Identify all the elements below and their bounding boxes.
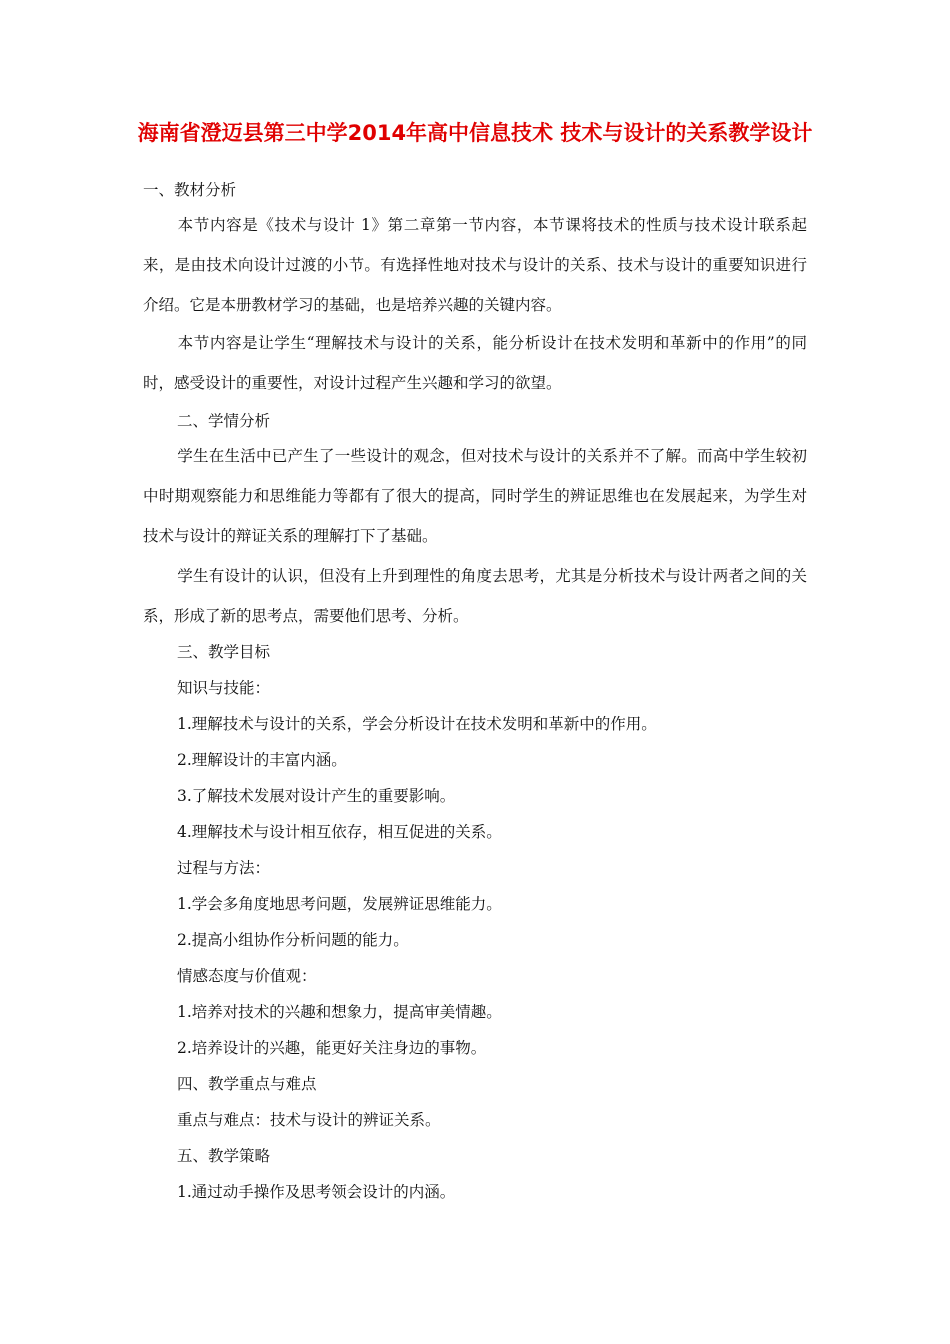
paragraph-2: 本节内容是让学生“理解技术与设计的关系，能分析设计在技术发明和革新中的作用”的同时，感受设计的重要性，对设计过程产生兴趣和学习的欲望。	[143, 334, 807, 392]
list-item: 2.提高小组协作分析问题的能力。	[177, 931, 409, 949]
list-item: 2.理解设计的丰富内涵。	[177, 751, 347, 769]
subheading-knowledge: 知识与技能：	[177, 679, 271, 697]
subheading-process: 过程与方法：	[177, 859, 271, 877]
paragraph-1: 本节内容是《技术与设计 1》第二章第一节内容，本节课将技术的性质与技术设计联系起来，是由技术向设计过渡的小节。有选择性地对技术与设计的关系、技术与设计的重要知识进行介绍。它是本册教材学习的基础，也是培养兴趣的关键内容。	[143, 216, 807, 314]
section-heading-5: 五、教学策略	[177, 1147, 271, 1165]
list-item: 1.学会多角度地思考问题，发展辨证思维能力。	[177, 895, 502, 913]
paragraph-3: 学生在生活中已产生了一些设计的观念，但对技术与设计的关系并不了解。而高中学生较初中时期观察能力和思维能力等都有了很大的提高，同时学生的辨证思维也在发展起来，为学生对技术与设计的辩证关系的理解打下了基础。	[143, 447, 807, 545]
list-item: 2.培养设计的兴趣，能更好关注身边的事物。	[177, 1039, 487, 1057]
section-heading-4: 四、教学重点与难点	[177, 1075, 317, 1093]
section-heading-3: 三、教学目标	[177, 643, 271, 661]
document-title: 海南省澄迈县第三中学2014年高中信息技术 技术与设计的关系教学设计	[137, 121, 813, 145]
subheading-emotion: 情感态度与价值观：	[177, 967, 317, 985]
list-item: 1.理解技术与设计的关系，学会分析设计在技术发明和革新中的作用。	[177, 715, 657, 733]
paragraph-4: 学生有设计的认识，但没有上升到理性的角度去思考，尤其是分析技术与设计两者之间的关系，形成了新的思考点，需要他们思考、分析。	[143, 567, 807, 625]
list-item: 1.通过动手操作及思考领会设计的内涵。	[177, 1183, 456, 1201]
list-item: 3.了解技术发展对设计产生的重要影响。	[177, 787, 456, 805]
section-heading-2: 二、学情分析	[177, 412, 271, 430]
list-item: 4.理解技术与设计相互依存，相互促进的关系。	[177, 823, 502, 841]
list-item: 1.培养对技术的兴趣和想象力，提高审美情趣。	[177, 1003, 502, 1021]
section-heading-1: 一、教材分析	[143, 181, 237, 199]
keypoint-text: 重点与难点：技术与设计的辨证关系。	[177, 1111, 441, 1129]
